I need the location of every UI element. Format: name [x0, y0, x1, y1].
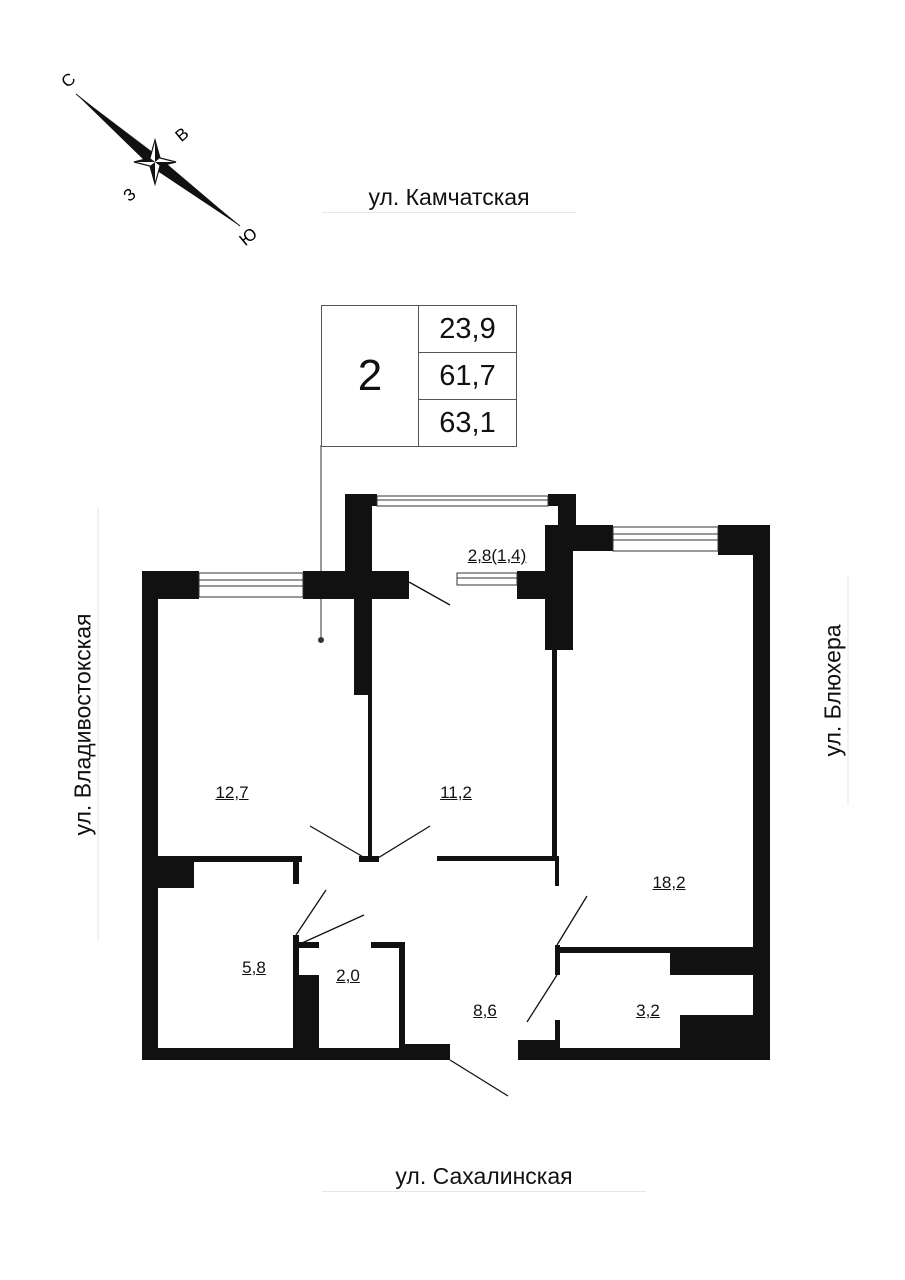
area-kitchen-living: 18,2 — [652, 873, 686, 892]
area-balcony: 2,8(1,4) — [467, 546, 527, 565]
street-north: ул. Камчатская — [322, 184, 576, 213]
street-east: ул. Блюхера — [820, 576, 849, 806]
compass-north-label: С — [57, 69, 80, 92]
total-area-with-balcony-value: 63,1 — [439, 406, 496, 439]
area-toilet: 2,0 — [336, 966, 360, 985]
area-bedroom-left: 12,7 — [215, 783, 249, 802]
apartment-info-box — [321, 305, 517, 447]
door-swings — [296, 582, 587, 1096]
area-bathroom: 5,8 — [242, 958, 266, 977]
room-count: 2 — [322, 306, 419, 446]
street-south: ул. Сахалинская — [322, 1163, 646, 1192]
living-area-value: 23,9 — [419, 306, 516, 353]
apartment-pointer-dot — [318, 637, 324, 643]
windows — [199, 496, 718, 597]
area-hallway: 8,6 — [473, 1001, 497, 1020]
area-storage: 3,2 — [636, 1001, 660, 1020]
compass-west-label: З — [119, 184, 140, 206]
street-west: ул. Владивостокская — [70, 508, 99, 942]
total-area-value: 61,7 — [419, 353, 516, 400]
compass-south-label: Ю — [235, 223, 261, 250]
area-bedroom-middle: 11,2 — [440, 783, 472, 802]
compass-east-label: В — [171, 123, 193, 146]
